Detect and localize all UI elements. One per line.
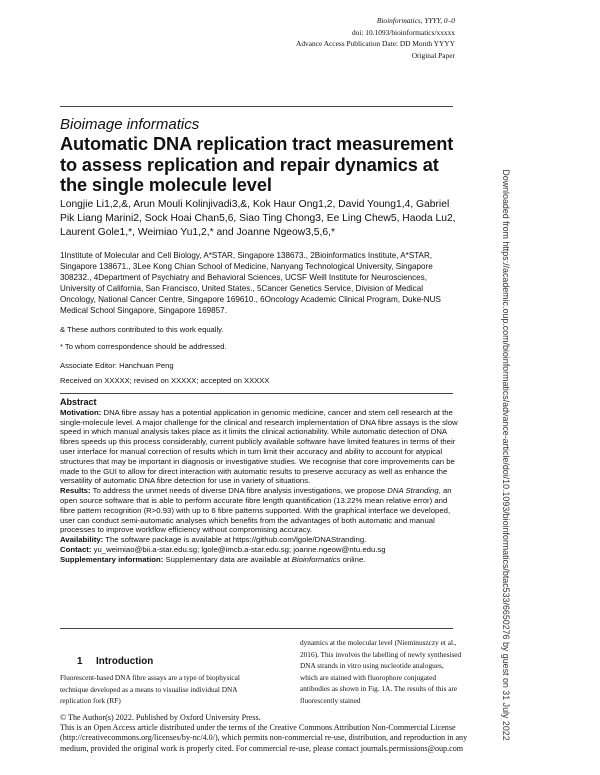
supplementary-text-a: Supplementary data are available at [165, 554, 290, 564]
contact-label: Contact: [60, 544, 92, 554]
availability-label: Availability: [60, 535, 104, 545]
equal-contribution-note: & These authors contributed to this work equally. [60, 325, 224, 334]
author-list: Longjie Li1,2,&, Arun Mouli Kolinjivadi3,&, Kok Haur Ong1,2, David Young1,4, Gabriel Pik Liang Marini2, Sock Hoai Chan5,6, Siao Ting Chong3, Ee Ling Chew5, Haoda Lu2, Laurent Gole1,*, Weimiao Yu1,2,* and Joanne Ngeow3,5,6,* [60, 199, 456, 239]
motivation-label: Motivation: [60, 407, 102, 417]
license-line-1: This is an Open Access article distributed under the terms of the Creative Commons Attribution Non-Commercial License [60, 723, 456, 733]
license-line-2: (http://creativecommons.org/licenses/by-nc/4.0/), which permits non-commercial re-use, distribution, and reproduction in any [60, 733, 468, 743]
received-dates: Received on XXXXX; revised on XXXXX; accepted on XXXXX [60, 376, 270, 385]
abstract-rule [60, 393, 453, 394]
abstract-heading: Abstract [60, 397, 97, 407]
introduction-heading: 1 Introduction [77, 656, 154, 667]
license-line-3: medium, provided the original work is properly cited. For commercial re-use, please contact journals.permissions@oup.com [60, 743, 464, 753]
paper-title: Automatic DNA replication tract measurement to assess replication and repair dynamics at the single molecule level [60, 134, 454, 195]
intro-right-column: dynamics at the molecular level (Nieminuszczy et al., 2016). This involves the labelling of newly synthesised DNA strands in vitro using nucleotide analogues, which are stained with fluorophore conjugated antibodies as shown in Fig. 1A. The results of this are fluorescently stained [300, 638, 462, 705]
associate-editor: Associate Editor: Hanchuan Peng [60, 361, 174, 370]
section-label: Bioimage informatics [60, 116, 200, 133]
download-watermark: Downloaded from https://academic.oup.com/bioinformatics/advance-article/doi/10.1093/bioinformatics/btac533/6650276 by guest on 31 July 2022 [501, 169, 511, 741]
header-rule [60, 106, 453, 107]
copyright-line: © The Author(s) 2022. Published by Oxford University Press. [60, 713, 261, 722]
results-label: Results: [60, 486, 91, 496]
abstract-motivation [60, 408, 460, 486]
results-text-a: To address the unmet needs of diverse DNA fibre analysis investigations, we propose [92, 486, 386, 496]
abstract [60, 398, 460, 565]
journal-header [296, 15, 455, 61]
availability-text[interactable]: The software package is available at https://github.com/lgole/DNAStranding. [105, 535, 367, 545]
journal-line: Bioinformatics, YYYY, 0–0 [376, 16, 455, 25]
intro-left-column: Fluorescent-based DNA fibre assays are a type of biophysical technique developed as a means to visualise individual DNA replication fork (RF) [60, 673, 240, 705]
motivation-text: DNA fibre assay has a potential application in genomic medicine, cancer and stem cell research at the single-molecule level. A major challenge for the clinical and research implementation of DNA fibre assays is the slow speed in which manual analysis takes place as it limits the clinical actionability. While automatic detection of DNA fibres speeds up this process considerably, current publicly available software have limited features in terms of their user interface for manual correction of results which in turn limit their accuracy and ability to account for atypical structures that may be important in diagnosis or investigative studies. We recognise that core improvements can be made to the GUI to allow for direct interaction with automatic results to preserve accuracy as well as enhance the versatility of automatic DNA fibre detection for use in variety of situations. [60, 407, 458, 486]
supplementary-journal: Bioinformatics [291, 554, 341, 564]
supplementary-label: Supplementary information: [60, 554, 164, 564]
article-type: Original Paper [411, 50, 455, 60]
corresponding-note: * To whom correspondence should be addressed. [60, 342, 227, 351]
doi: doi: 10.1093/bioinformatics/xxxxx [351, 27, 455, 37]
abstract-availability [60, 535, 460, 545]
affiliations: 1Institute of Molecular and Cell Biology, A*STAR, Singapore 138673., 2Bioinformatics Institute, A*STAR, Singapore 138671., 3Lee Kong Chian School of Medicine, Nanyang Technological University, Singapore 308232., 4Department of Psychiatry and Behavioral Sciences, UCSF Weill Institute for Neurosciences, University of California, San Francisco, United States., 5Cancer Genetics Service, Division of Medical Oncology, National Cancer Centre, Singapore 169610., 6Oncology Academic Clinical Program, Duke-NUS Medical School Singapore, Singapore 169857. [60, 251, 441, 316]
abstract-supplementary [60, 555, 460, 565]
abstract-contact [60, 545, 460, 555]
abstract-results [60, 486, 460, 535]
license-footer [60, 713, 510, 754]
advance-access: Advance Access Publication Date: DD Month YYYY [295, 39, 455, 48]
results-text-b: , an open source software that is able to perform accurate fibre length quantification (13.22% mean relative error) and fibre pattern recognition (R>0.93) with up to 6 fibre patterns supported. With the graphical interface we developed, user can conduct semi-automatic analyses which benefits from the advantages of both automatic and manual processes to improve workflow efficiency without compromising accuracy. [60, 486, 452, 535]
contact-emails[interactable]: yu_weimiao@bii.a-star.edu.sg; lgole@imcb.a-star.edu.sg; joanne.ngeow@ntu.edu.sg [93, 544, 386, 554]
supplementary-text-b: online. [342, 554, 366, 564]
results-software-name: DNA Stranding [387, 486, 439, 496]
abstract-end-rule [60, 628, 453, 629]
